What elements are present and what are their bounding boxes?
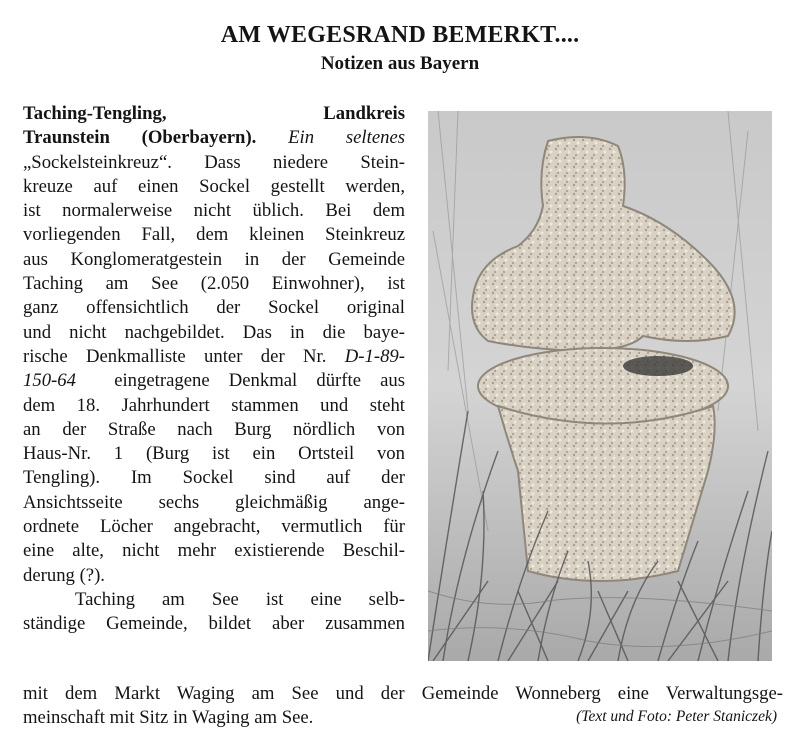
article-line: vorliegenden Fall, dem kleinen Steinkreuz [23, 224, 405, 246]
article-line [23, 102, 405, 126]
article-line: „Sockelsteinkreuz“. Dass niedere Stein- [23, 151, 405, 173]
article-column [23, 102, 405, 637]
article-line: Tengling). Im Sockel sind auf der [23, 467, 405, 489]
heading-district: Landkreis [323, 103, 405, 124]
monument-number: 150-64 [23, 370, 76, 392]
article-line: eine alte, nicht mehr existierende Beschil- [23, 540, 405, 562]
article-line: Taching am See (2.050 Einwohner), ist [23, 273, 405, 295]
article-wide-line: meinschaft mit Sitz in Waging am See. [23, 707, 314, 728]
stone-cross-illustration [428, 111, 772, 661]
heading-region: Traunstein (Oberbayern). [23, 127, 257, 149]
heading-italic: Ein seltenes [288, 127, 406, 149]
article-line [23, 126, 405, 150]
page-title: AM WEGESRAND BEMERKT.... [220, 22, 580, 48]
article-wide-line: mit dem Markt Waging am See und der Gemeinde Wonneberg eine Verwaltungsge- [23, 683, 783, 704]
article-line: und nicht nachgebildet. Das in die baye- [23, 321, 405, 343]
stone-cross-photo [428, 111, 772, 661]
article-text: rische Denkmalliste unter der Nr. [23, 345, 327, 367]
monument-number: D-1-89- [344, 345, 405, 367]
article-line: an der Straße nach Burg nördlich von [23, 418, 405, 440]
article-line: Ansichtsseite sechs gleichmäßig ange- [23, 491, 405, 513]
photo-credit: (Text und Foto: Peter Staniczek) [576, 708, 777, 725]
article-line: kreuze auf einen Sockel gestellt werden, [23, 175, 405, 197]
article-line: ist normalerweise nicht üblich. Bei dem [23, 200, 405, 222]
article-line [23, 369, 405, 393]
article-line: ständige Gemeinde, bildet aber zusammen [23, 613, 405, 635]
article-line: dem 18. Jahrhundert stammen und steht [23, 394, 405, 416]
article-line: Haus-Nr. 1 (Burg ist ein Ortsteil von [23, 443, 405, 465]
heading-place: Taching-Tengling, [23, 103, 167, 124]
article-line: Taching am See ist eine selb- [75, 588, 405, 610]
article-line: ganz offensichtlich der Sockel original [23, 297, 405, 319]
article-line: aus Konglomeratgestein in der Gemeinde [23, 248, 405, 270]
page-subtitle: Notizen aus Bayern [320, 53, 480, 74]
article-line: derung (?). [23, 564, 105, 586]
article-line: ordnete Löcher angebracht, vermutlich für [23, 516, 405, 538]
article-line [23, 345, 405, 369]
article-text: eingetragene Denkmal dürfte aus [114, 370, 406, 392]
